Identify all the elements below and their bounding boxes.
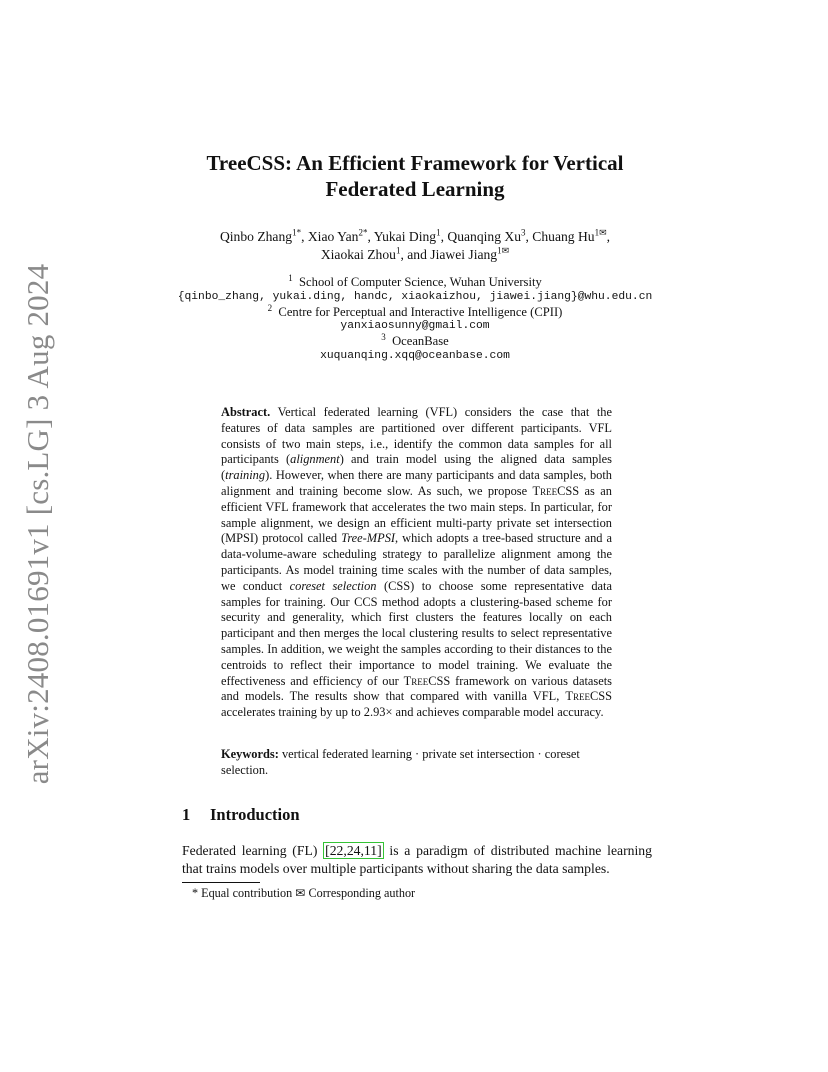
affiliation-3: $^3$ OceanBase (381, 332, 449, 349)
keywords-text: vertical federated learning · private set intersection · coreset selection. (221, 747, 580, 777)
author-name: Chuang Hu (532, 229, 595, 244)
section-title: Introduction (210, 805, 300, 824)
section-heading (182, 805, 300, 825)
affiliation-2: $^2$ Centre for Perceptual and Interactive Intelligence (CPII) (267, 302, 563, 319)
paper-title (100, 150, 730, 202)
affiliation-1: $^1$ School of Computer Science, Wuhan University (288, 272, 542, 289)
abstract: Abstract. Vertical federated learning (VFL) considers the case that the features of data samples are partitioned over different participants. VFL consists of two main steps, i.e., identify the common data samples for all participants (alignment) and train model using the aligned data samples (training). However, when there are many participants and data samples, both alignment and training become slow. As such, we propose TreeCSS as an efficient VFL framework that accelerates the two main steps. In particular, for sample alignment, we design an efficient multi-party private set intersection (MPSI) protocol called Tree-MPSI, which adopts a tree-based structure and a data-volume-aware scheduling strategy to parallelize alignment among the participants. As model training time scales with the number of data samples, we conduct coreset selection (CSS) to choose some representative data samples for training. Our CCS method adopts a clustering-based scheme for security and generality, which first clusters the features locally on each participant and then merges the local clustering results to select representative samples. In addition, we weight the samples according to their distances to the centroids to reflect their importance to model training. We evaluate the effectiveness and efficiency of our TreeCSS framework on various datasets and models. The results show that compared with vanilla VFL, TreeCSS accelerates training by up to 2.93× and achieves comparable model accuracy. (221, 405, 613, 720)
affiliation-2-email[interactable]: yanxiaosunny@gmail.com (340, 320, 490, 333)
author-sup: 2* (358, 227, 368, 238)
affiliation-1-email[interactable]: {qinbo_zhang, yukai.ding, handc, xiaokaizhou, jiawei.jiang}@whu.edu.cn (177, 290, 653, 303)
author-name: Xiao Yan (307, 229, 359, 244)
author-sup: 1✉ (497, 245, 510, 256)
authors-line-1: Qinbo Zhang$^{1*}$, Xiao Yan$^{2*}$, Yukai Ding$^1$, Quanqing Xu$^3$, Chuang $Hu^{1✉}$, (219, 227, 611, 244)
author-name: Qinbo Zhang (219, 229, 293, 244)
keywords-label: Keywords: (221, 747, 279, 761)
arxiv-side-label: arXiv:2408.01691v1 [cs.LG] 3 Aug 2024 (20, 263, 55, 785)
affiliation-3-email[interactable]: xuquanqing.xqq@oceanbase.com (320, 349, 510, 362)
keywords (221, 747, 612, 779)
affiliations (150, 272, 680, 364)
author-name: and Jiawei Jiang (407, 247, 498, 262)
author-name: Yukai Ding (373, 229, 437, 244)
author-name: Xiaokai Zhou (320, 247, 396, 262)
author-sup: 1* (292, 227, 302, 238)
author-name: Quanqing Xu (447, 229, 521, 244)
footnote-rule (182, 882, 260, 883)
abstract-label: Abstract. (221, 405, 271, 419)
footnote: * Equal contribution ✉ Corresponding author (192, 886, 416, 900)
section-number: 1 (182, 805, 191, 824)
authors-line-2: Xiaokai Zhou$^1$, and Jiawei Jiang$^{1✉}$ (320, 245, 510, 262)
author-sup: 1 (436, 227, 441, 238)
title-line-2: Federated Learning (325, 177, 505, 201)
title-line-1: TreeCSS: An Efficient Framework for Vertical (206, 151, 624, 175)
author-sup: 3 (521, 227, 526, 238)
intro-paragraph: Federated learning (FL) [22,24,11] is a paradigm of distributed machine learning that trains models over multiple participants without sharing the data samples. (182, 843, 652, 876)
author-sup: 1 (395, 245, 401, 256)
author-sup: 1✉ (594, 227, 607, 238)
author-list (130, 228, 700, 264)
citation-link[interactable]: [22,24,11] (325, 843, 382, 858)
